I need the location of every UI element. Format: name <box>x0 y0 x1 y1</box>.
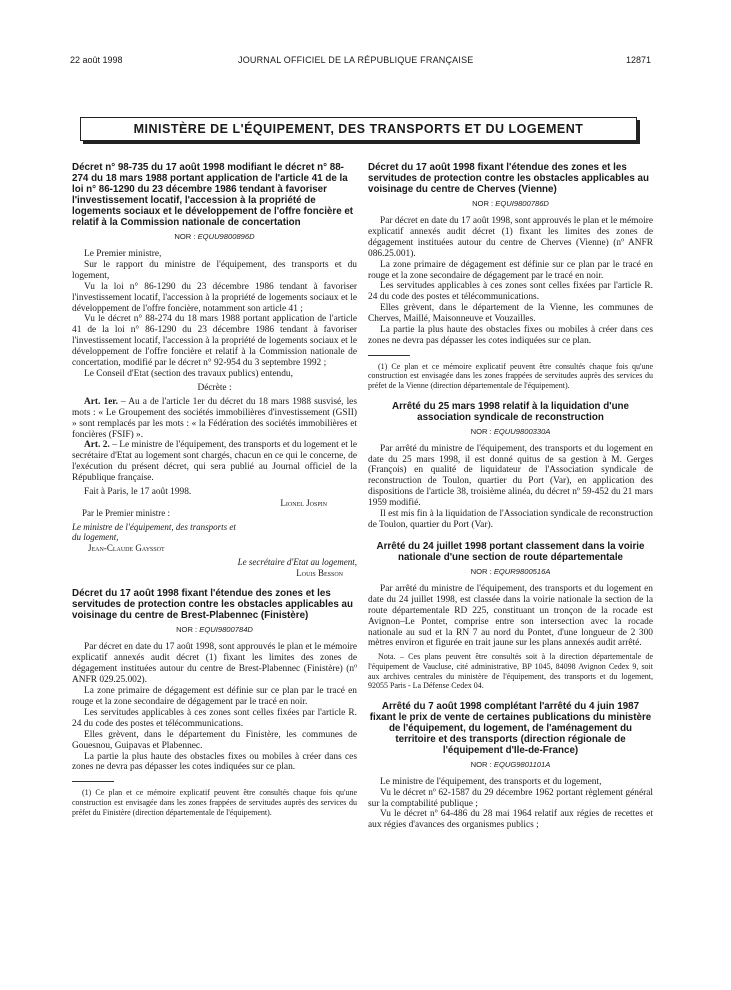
paragraph: La partie la plus haute des obstacles fixes ou mobiles à créer dans ces zones ne devra pas dépasser les cotes indiquées sur ce plan. <box>368 325 653 346</box>
nor-label: NOR : <box>174 232 196 241</box>
minister-name: Jean-Claude Gayssot <box>88 542 165 553</box>
running-header-page-number: 12871 <box>626 55 652 65</box>
paragraph: Le Premier ministre, <box>84 249 162 259</box>
arrete-1-nor <box>368 427 653 436</box>
paragraph: La zone primaire de dégagement est définie sur ce plan par le tracé en rouge et la zone secondaire de dégagement par le tracé en noir. <box>368 259 653 281</box>
paragraph: Vu le décret nº 64-486 du 28 mai 1964 relatif aux régies de recettes et aux régies d'avances des organismes publics ; <box>368 809 653 831</box>
nor-label: NOR : <box>470 759 492 769</box>
nor-label: NOR : <box>176 625 198 635</box>
article-2 <box>72 440 357 484</box>
paragraph: Sur le rapport du ministre de l'équipement, des transports et du logement, <box>72 259 357 281</box>
nota: Nota. – Ces plans peuvent être consultés soit à la direction départementale de l'équipement de Vaucluse, cité administrative, BP 1045, 84098 Avignon Cedex 9, soit aux archives centrales du ministère de l'équipement, des transports et du logement, 92055 Paris - La Défense Cedex 04. <box>368 652 653 691</box>
nor-code: EQUG9801101A <box>493 759 551 769</box>
footnote-rule <box>368 355 410 356</box>
article-label: Art. 2. <box>84 440 110 451</box>
by-prime-minister: Par le Premier ministre : <box>82 508 170 519</box>
footnote: (1) Ce plan et ce mémoire explicatif peuvent être consultés chaque fois qu'une construction est envisagée dans les zones frappées de servitudes auprès des services du préfet de la Vienne (direction départementale de l'équipement). <box>368 361 653 391</box>
paragraph: La partie la plus haute des obstacles fixes ou mobiles à créer dans ces zones ne devra pas dépasser les cotes indiquées sur ce plan. <box>72 751 357 773</box>
arrete-3-nor <box>368 760 653 769</box>
right-column <box>368 162 653 831</box>
running-header-journal-title: JOURNAL OFFICIEL DE LA RÉPUBLIQUE FRANÇAISE <box>238 55 474 65</box>
paragraph: Vu la loi n° 86-1290 du 23 décembre 1986 tendant à favoriser l'investissement locatif, l'accession à la propriété de logements sociaux et le développement de l'offre foncière, notamment son article 41 ; <box>72 281 357 314</box>
running-header-date: 22 août 1998 <box>70 55 123 65</box>
nor-label: NOR : <box>470 426 492 436</box>
paragraph: Par arrêté du ministre de l'équipement, des transports et du logement en date du 24 juillet 1998, est classée dans la voirie nationale la section de la route départementale RD 225, constituant un tronçon de la rocade est Avignon–Le Pontet, comprise entre son intersection avec la rocade nationale au sud et la RN 7 au nord du Pontet, d'une longueur de 2 300 mètres environ et figurée en trait jaune sur les plans annexés audit arrêté. <box>368 583 653 649</box>
paragraph: Elles grèvent, dans le département du Finistère, les communes de Gouesnou, Guipavas et Plabennec. <box>72 729 357 751</box>
secretary-role: Le secrétaire d'Etat au logement, <box>237 557 357 568</box>
arrete-3-title: Arrêté du 7 août 1998 complétant l'arrêté du 4 juin 1987 fixant le prix de vente de certaines publications du ministère de l'équipement, du logement, de l'aménagement du territoire et des transports (direction régionale de l'équipement d'Ile-de-France) <box>369 700 652 756</box>
article-label: Art. 1er. <box>84 396 118 407</box>
paragraph: Par arrêté du ministre de l'équipement, des transports et du logement en date du 25 mars 1998, il est donné quitus de sa gestion à M. Gerges (François) en qualité de liquidateur de l'Association syndicale de reconstruction de Toulon, quartier du Port (Var), en application des dispositions de l'article 38, troisième alinéa, du décret nº 59-452 du 21 mars 1959 modifié. <box>368 443 653 509</box>
secretary-name: Louis Besson <box>296 567 343 578</box>
arrete-2-title: Arrêté du 24 juillet 1998 portant classement dans la voirie nationale d'une section de route départementale <box>376 540 645 563</box>
paragraph: Il est mis fin à la liquidation de l'Association syndicale de reconstruction de Toulon, quartier du Port (Var). <box>368 509 653 530</box>
article-text: – Au a de l'article 1er du décret du 18 mars 1988 susvisé, les mots : « Le Groupement des sociétés immobilières d'investissement (GSII) » sont remplacés par les mots : « la Fédération des sociétés immobilières et foncières (FSIF) ». <box>72 396 357 440</box>
footnote: (1) Ce plan et ce mémoire explicatif peuvent être consultés chaque fois qu'une construction est envisagée dans les zones frappées de servitudes auprès des services du préfet du Finistère (direction départementale de l'équipement). <box>72 788 357 817</box>
decree-1-nor <box>72 232 357 241</box>
nor-code: EQUU9800896D <box>197 232 255 241</box>
decree-2-nor <box>72 625 357 634</box>
done-at: Fait à Paris, le 17 août 1998. <box>84 487 192 498</box>
paragraph: Le ministre de l'équipement, des transports et du logement, <box>380 776 602 787</box>
decree-3-title: Décret du 17 août 1998 fixant l'étendue des zones et les servitudes de protection contre les obstacles applicables au voisinage du centre de Cherves (Vienne) <box>368 162 649 195</box>
nor-code: EQUR9800516A <box>493 566 551 576</box>
paragraph: Les servitudes applicables à ces zones sont celles fixées par l'article R. 24 du code des postes et télécommunications. <box>368 281 653 303</box>
paragraph: Le Conseil d'Etat (section des travaux publics) entendu, <box>84 368 293 379</box>
article-text: – Le ministre de l'équipement, des transports et du logement et le secrétaire d'Etat au logement sont chargés, chacun en ce qui le concerne, de l'exécution du présent décret, qui sera publié au Journal officiel de la République française. <box>72 440 357 484</box>
nor-code: EQUI9800786D <box>495 199 549 208</box>
decree-2-title: Décret du 17 août 1998 fixant l'étendue des zones et les servitudes de protection contre les obstacles applicables au voisinage du centre de Brest-Plabennec (Finistère) <box>72 588 353 622</box>
nor-code: EQUU9800330A <box>493 426 551 436</box>
left-column <box>72 162 357 817</box>
nor-label: NOR : <box>472 199 494 208</box>
paragraph: Par décret en date du 17 août 1998, sont approuvés le plan et le mémoire explicatif annexés audit décret (1) fixant les limites des zones de dégagement instituées autour du centre de Cherves (Vienne) (nº ANFR 086.25.001). <box>368 216 653 259</box>
arrete-2-nor <box>368 567 653 576</box>
paragraph: Elles grèvent, dans le département de la Vienne, les communes de Cherves, Maillé, Maisonneuve et Vouzailles. <box>368 303 653 325</box>
article-1 <box>72 397 357 441</box>
minister-role: Le ministre de l'équipement, des transports et du logement, <box>72 521 236 543</box>
nor-code: EQUI9800784D <box>199 625 253 635</box>
decree-3-nor <box>368 199 653 208</box>
paragraph: Vu le décret n° 88-274 du 18 mars 1988 portant application de l'article 41 de la loi n° 86-1290 du 23 décembre 1986 tendant à favoriser l'investissement locatif, l'accession à la propriété de logements sociaux et le développement de l'offre foncière et relatif à la Commission nationale de concertation, modifié par le décret n° 92-954 du 3 septembre 1992 ; <box>72 314 357 369</box>
decrete-heading: Décrète : <box>197 382 232 393</box>
paragraph: La zone primaire de dégagement est définie sur ce plan par le tracé en rouge et la zone secondaire de dégagement par le tracé en noir. <box>72 686 357 707</box>
paragraph: Par décret en date du 17 août 1998, sont approuvés le plan et le mémoire explicatif annexés audit décret (1) fixant les limites des zones de dégagement instituées autour du centre de Brest-Plabennec (Finistère) (nº ANFR 029.25.002). <box>72 642 357 686</box>
nor-label: NOR : <box>470 566 492 576</box>
footnote-rule <box>72 781 114 782</box>
paragraph: Les servitudes applicables à ces zones sont celles fixées par l'article R. 24 du code des postes et télécommunications. <box>72 707 357 729</box>
arrete-1-title: Arrêté du 25 mars 1998 relatif à la liquidation d'une association syndicale de reconstruction <box>392 400 629 423</box>
decree-1-title: Décret n° 98-735 du 17 août 1998 modifiant le décret n° 88-274 du 18 mars 1988 portant application de l'article 41 de la loi n° 86-1290 du 23 décembre 1986 tendant à favoriser l'investissement locatif, l'accession à la propriété de logements sociaux et le développement de l'offre foncière et relatif à la Commission nationale de concertation <box>72 162 354 228</box>
paragraph: Vu le décret nº 62-1587 du 29 décembre 1962 portant règlement général sur la comptabilité publique ; <box>368 787 653 809</box>
ministry-heading: MINISTÈRE DE L'ÉQUIPEMENT, DES TRANSPORTS ET DU LOGEMENT <box>80 117 637 141</box>
signature-prime-minister: Lionel Jospin <box>280 497 327 508</box>
